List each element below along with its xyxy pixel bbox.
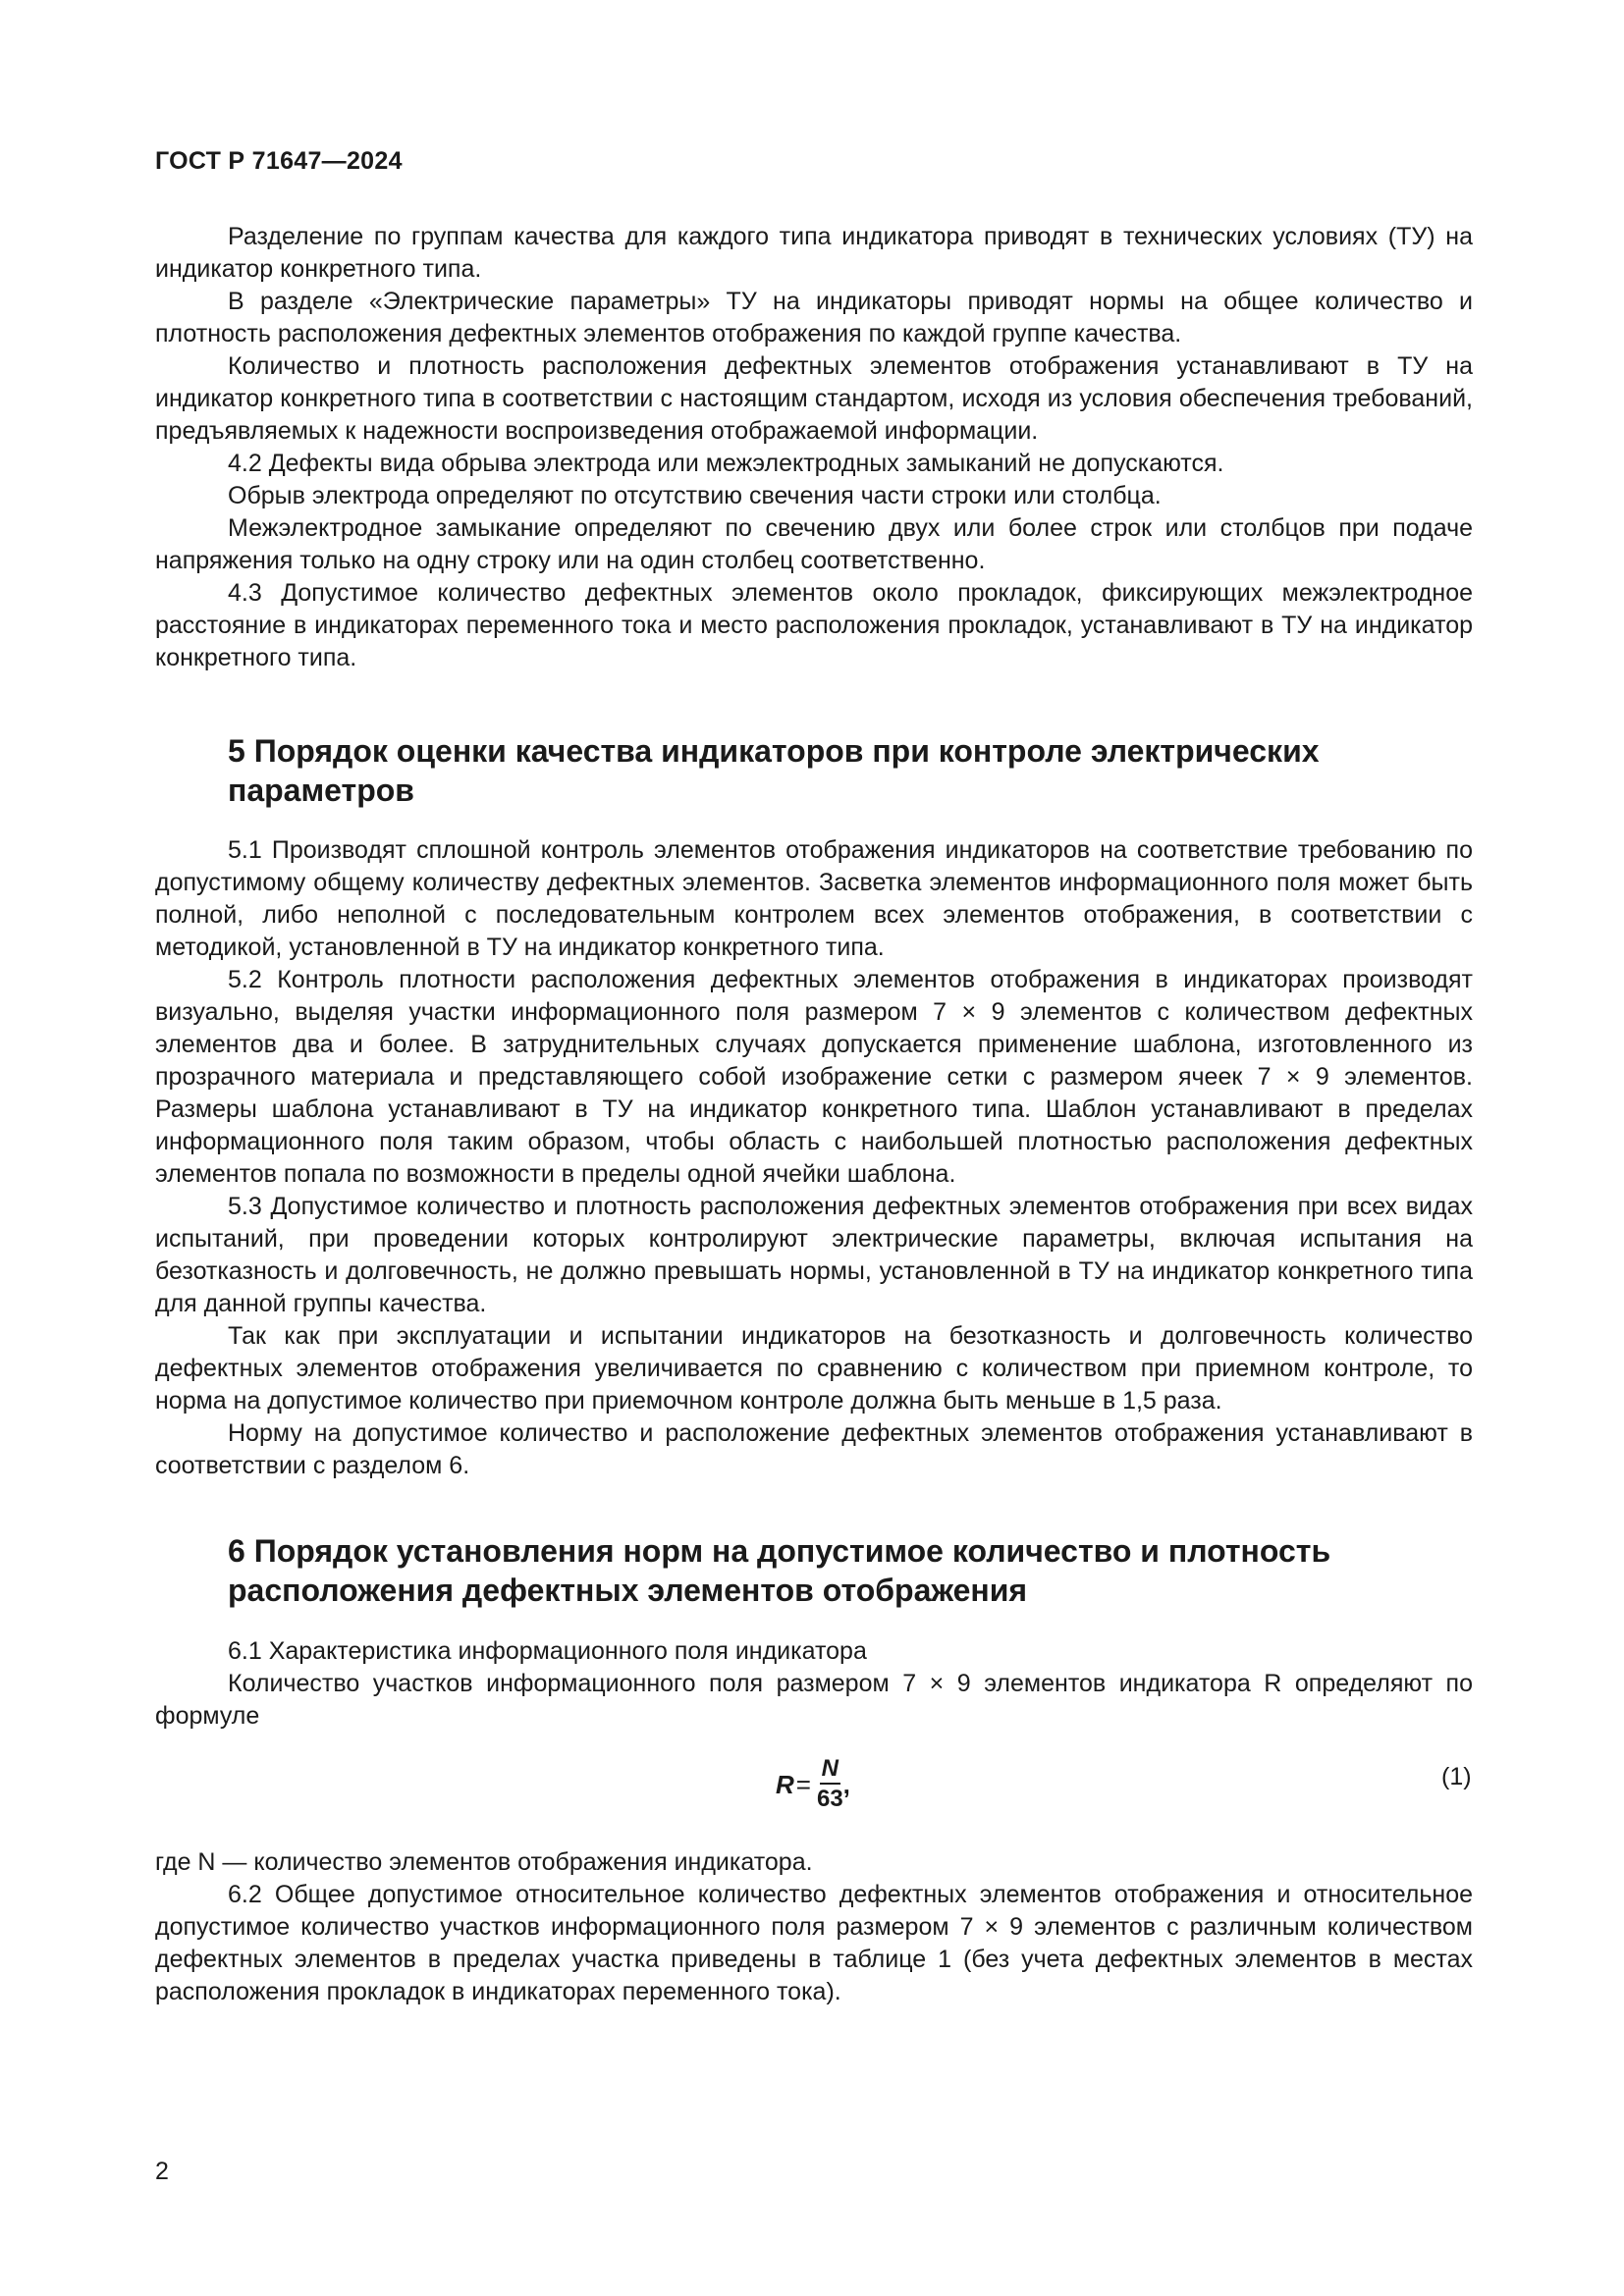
paragraph: 5.1 Производят сплошной контроль элементов отображения индикаторов на соответствие требованию по допустимому общему количеству дефектных элементов. Засветка элементов информационного поля может быть полной, либо неполной с последовательным контролем всех элементов отображения, в соответствии с методикой, установленной в ТУ на индикатор конкретного типа. <box>155 836 1473 961</box>
paragraph: 5.3 Допустимое количество и плотность расположения дефектных элементов отображения при всех видах испытаний, при проведении которых контролируют электрические параметры, включая испытания на безотказность и долговечность, не должно превышать нормы, установленной в ТУ на индикатор конкретного типа для данной группы качества. <box>155 1193 1473 1317</box>
section-5-heading: 5 Порядок оценки качества индикаторов при контроле электрических параметров <box>228 733 1320 808</box>
section-6-heading: 6 Порядок установления норм на допустимое количество и плотность расположения дефектных элементов отображения <box>228 1533 1331 1608</box>
formula-numerator: N <box>820 1755 840 1785</box>
formula-where: где N — количество элементов отображения индикатора. <box>155 1848 813 1876</box>
section-5-paragraphs <box>155 834 1473 1482</box>
formula-lhs: R <box>776 1769 794 1799</box>
paragraph: 6.2 Общее допустимое относительное количество дефектных элементов отображения и относительное допустимое количество участков информационного поля размером 7 × 9 элементов с различным количеством дефектных элементов в пределах участка приведены в таблице 1 (без учета дефектных элементов в местах расположения прокладок в индикаторах переменного тока). <box>155 1881 1473 2005</box>
formula-denominator: 63 <box>816 1786 843 1812</box>
paragraph: 5.2 Контроль плотности расположения дефектных элементов отображения в индикаторах производят визуально, выделяя участки информационного поля размером 7 × 9 элементов с количеством дефектных элементов два и более. В затруднительных случаях допускается применение шаблона, изготовленного из прозрачного материала и представляющего собой изображение сетки с размером ячеек 7 × 9 элементов. Размеры шаблона устанавливают в ТУ на индикатор конкретного типа. Шаблон устанавливают в пределах информационного поля таким образом, чтобы область с наибольшей плотностью расположения дефектных элементов попала по возможности в пределы одной ячейки шаблона. <box>155 966 1473 1188</box>
formula-1 <box>776 1755 850 1814</box>
paragraph: 4.2 Дефекты вида обрыва электрода или межэлектродных замыканий не допускаются. <box>228 450 1224 477</box>
section-6-body <box>155 1846 1473 2008</box>
paragraph: Межэлектродное замыкание определяют по свечению двух или более строк или столбцов при подаче напряжения только на одну строку или на один столбец соответственно. <box>155 514 1473 574</box>
formula-fraction <box>817 1755 843 1814</box>
section-6-intro <box>155 1635 1473 1733</box>
paragraph: Количество участков информационного поля размером 7 × 9 элементов индикатора R определяют по формуле <box>155 1670 1473 1730</box>
paragraph: 6.1 Характеристика информационного поля индикатора <box>228 1637 867 1665</box>
formula-equals: = <box>795 1769 811 1799</box>
paragraph: Количество и плотность расположения дефектных элементов отображения устанавливают в ТУ на индикатор конкретного типа в соответствии с настоящим стандартом, исходя из условия обеспечения требований, предъявляемых к надежности воспроизведения отображаемой информации. <box>155 352 1473 445</box>
paragraph: Обрыв электрода определяют по отсутствию свечения части строки или столбца. <box>228 482 1162 509</box>
paragraph: В разделе «Электрические параметры» ТУ на индикаторы приводят нормы на общее количество и плотность расположения дефектных элементов отображения по каждой группе качества. <box>155 288 1473 347</box>
paragraph: Так как при эксплуатации и испытании индикаторов на безотказность и долговечность количество дефектных элементов отображения увеличивается по сравнению с количеством при приемном контроле, то норма на допустимое количество при приемочном контроле должна быть меньше в 1,5 раза. <box>155 1322 1473 1415</box>
paragraph: Разделение по группам качества для каждого типа индикатора приводят в технических условиях (ТУ) на индикатор конкретного типа. <box>155 223 1473 283</box>
paragraph: 4.3 Допустимое количество дефектных элементов около прокладок, фиксирующих межэлектродное расстояние в индикаторах переменного тока и место расположения прокладок, устанавливают в ТУ на индикатор конкретного типа. <box>155 579 1473 671</box>
intro-paragraphs <box>155 221 1473 674</box>
formula-number: (1) <box>1441 1763 1472 1790</box>
standard-header: ГОСТ Р 71647—2024 <box>155 147 403 175</box>
paragraph: Норму на допустимое количество и расположение дефектных элементов отображения устанавливают в соответствии с разделом 6. <box>155 1419 1473 1479</box>
formula-comma: , <box>842 1769 850 1799</box>
page-number: 2 <box>155 2158 169 2185</box>
